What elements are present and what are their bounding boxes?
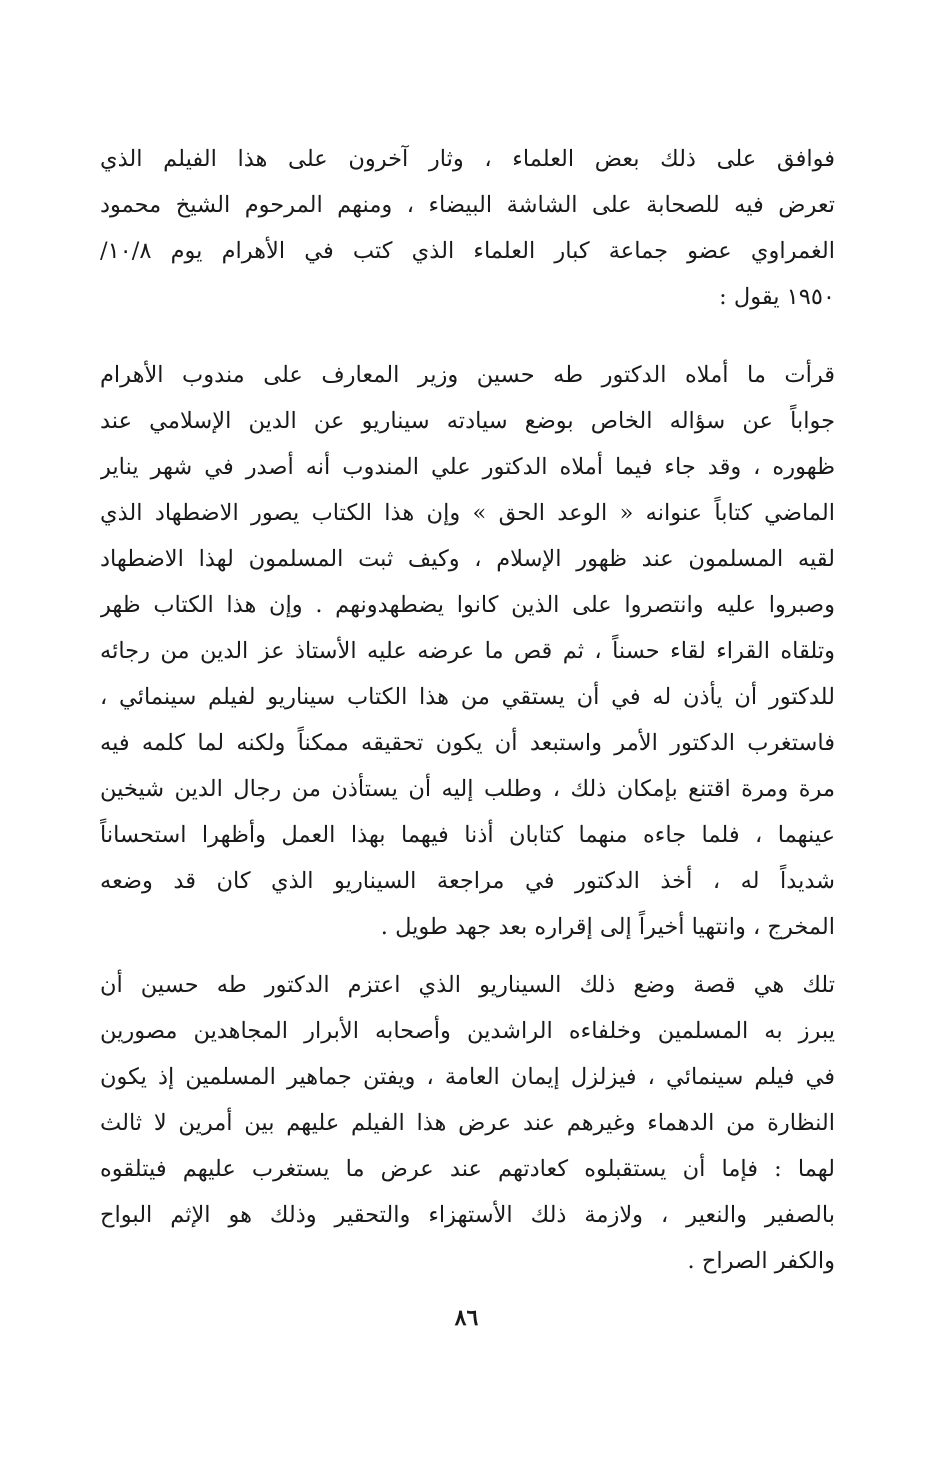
text-line: لهما : فإما أن يستقبلوه كعادتهم عند عرض ما يستغرب عليهم فيتلقوه [100, 1156, 835, 1182]
text-line: ١٩٥٠ يقول : [719, 284, 835, 310]
paragraph-3 [100, 962, 835, 1284]
text-line: في فيلم سينمائي ، فيزلزل إيمان العامة ، ويفتن جماهير المسلمين إذ يكون [100, 1064, 835, 1090]
text-line: جواباً عن سؤاله الخاص بوضع سيادته سيناريو عن الدين الإسلامي عند [100, 408, 835, 434]
page-number: ٨٦ [454, 1305, 479, 1331]
text-line: النظارة من الدهماء وغيرهم عند عرض هذا الفيلم عليهم بين أمرين لا ثالث [100, 1110, 835, 1136]
paragraph-2-quote [100, 352, 835, 950]
text-line: ظهوره ، وقد جاء فيما أملاه الدكتور علي المندوب أنه أصدر في شهر يناير [100, 454, 835, 480]
text-line: وتلقاه القراء لقاء حسناً ، ثم قص ما عرضه عليه الأستاذ عز الدين من رجائه [100, 638, 835, 664]
text-line: للدكتور أن يأذن له في أن يستقي من هذا الكتاب سيناريو لفيلم سينمائي ، [100, 684, 835, 710]
text-line: الماضي كتاباً عنوانه « الوعد الحق » وإن هذا الكتاب يصور الاضطهاد الذي [100, 500, 835, 526]
text-line: وصبروا عليه وانتصروا على الذين كانوا يضطهدونهم . وإن هذا الكتاب ظهر [100, 592, 835, 618]
text-line: لقيه المسلمون عند ظهور الإسلام ، وكيف ثبت المسلمون لهذا الاضطهاد [100, 546, 835, 572]
text-line: عينهما ، فلما جاءه منهما كتابان أذنا فيهما بهذا العمل وأظهرا استحساناً [100, 822, 835, 848]
text-line: فاستغرب الدكتور الأمر واستبعد أن يكون تحقيقه ممكناً ولكنه لما كلمه فيه [100, 730, 835, 756]
text-line: تلك هي قصة وضع ذلك السيناريو الذي اعتزم الدكتور طه حسين أن [100, 972, 835, 998]
text-line: شديداً له ، أخذ الدكتور في مراجعة السيناريو الذي كان قد وضعه [100, 868, 835, 894]
text-line: والكفر الصراح . [687, 1248, 835, 1274]
text-line: المخرج ، وانتهيا أخيراً إلى إقراره بعد جهد طويل . [380, 914, 835, 940]
text-line: بالصفير والنعير ، ولازمة ذلك الأستهزاء والتحقير وذلك هو الإثم البواح [100, 1202, 835, 1228]
text-line: فوافق على ذلك بعض العلماء ، وثار آخرون على هذا الفيلم الذي [100, 146, 835, 172]
text-line: الغمراوي عضو جماعة كبار العلماء الذي كتب في الأهرام يوم ١٠/٨/ [100, 238, 835, 264]
text-line: قرأت ما أملاه الدكتور طه حسين وزير المعارف على مندوب الأهرام [100, 362, 835, 388]
text-line: تعرض فيه للصحابة على الشاشة البيضاء ، ومنهم المرحوم الشيخ محمود [100, 192, 835, 218]
paragraph-1 [100, 136, 835, 320]
text-line: مرة ومرة اقتنع بإمكان ذلك ، وطلب إليه أن يستأذن من رجال الدين شيخين [100, 776, 835, 802]
text-line: يبرز به المسلمين وخلفاءه الراشدين وأصحابه الأبرار المجاهدين مصورين [100, 1018, 835, 1044]
